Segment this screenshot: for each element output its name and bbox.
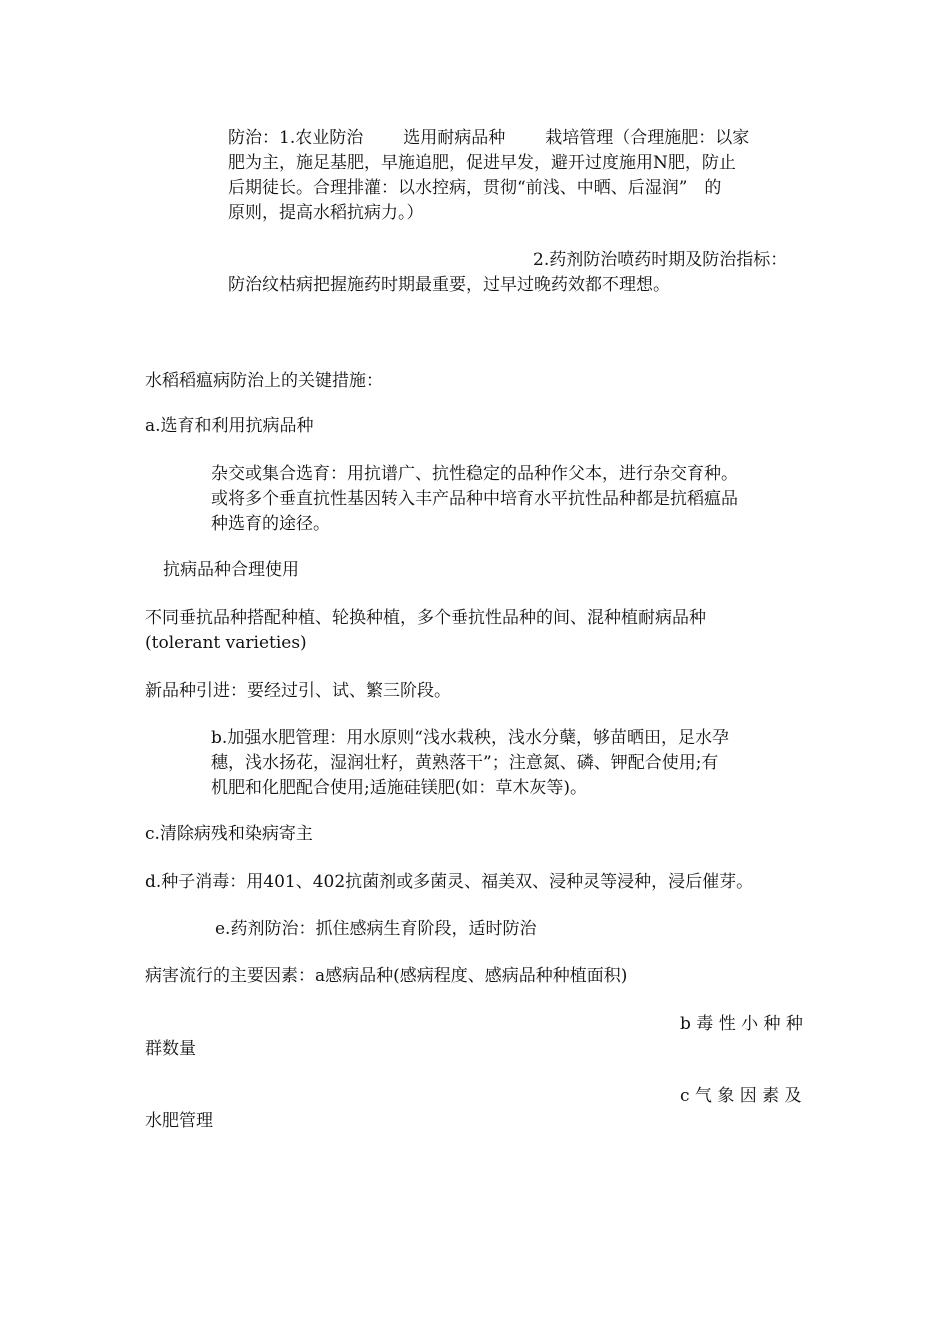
paragraph-water-fertilizer bbox=[211, 726, 729, 801]
text-line: 种选育的途径。 bbox=[211, 514, 330, 534]
text-line: 原则，提高水稻抗病力。） bbox=[228, 203, 424, 223]
text-line: 后期徒长。合理排灌：以水控病，贯彻“前浅、中晒、后湿润” 的 bbox=[228, 178, 722, 198]
paragraph-planting bbox=[145, 606, 706, 656]
item-d: d.种子消毒：用401、402抗菌剂或多菌灵、福美双、浸种灵等浸种，浸后催芽。 bbox=[145, 872, 754, 892]
text-line: 穗，浅水扬花，湿润壮籽，黄熟落干”；注意氮、磷、钾配合使用;有 bbox=[211, 753, 719, 773]
paragraph-chemical-line1: 2.药剂防治喷药时期及防治指标： bbox=[533, 250, 788, 270]
paragraph-epidemic-factors: 病害流行的主要因素：a感病品种(感病程度、感病品种种植面积) bbox=[145, 966, 628, 986]
text-line: 防治：1.农业防治 选用耐病品种 栽培管理（合理施肥：以家 bbox=[228, 128, 750, 148]
text-line: 机肥和化肥配合使用;适施硅镁肥(如：草木灰等)。 bbox=[211, 778, 587, 798]
factor-b-line2: 群数量 bbox=[145, 1039, 196, 1059]
paragraph-variety-use: 抗病品种合理使用 bbox=[163, 560, 299, 580]
factor-b-line1: b 毒 性 小 种 种 bbox=[680, 1014, 803, 1034]
factor-c-line1: c 气 象 因 素 及 bbox=[680, 1086, 802, 1106]
text-line: 杂交或集合选育：用抗谱广、抗性稳定的品种作父本，进行杂交育种。 bbox=[211, 464, 738, 484]
factor-c-line2: 水肥管理 bbox=[145, 1111, 213, 1131]
item-a: a.选育和利用抗病品种 bbox=[145, 416, 314, 436]
paragraph-breeding bbox=[211, 462, 738, 537]
paragraph-chemical-line2: 防治纹枯病把握施药时期最重要，过早过晚药效都不理想。 bbox=[228, 275, 670, 295]
text-line: 肥为主，施足基肥，早施追肥，促进早发，避开过度施用N肥，防止 bbox=[228, 153, 736, 173]
section-heading-blast: 水稻稻瘟病防治上的关键措施： bbox=[145, 371, 383, 391]
text-line: 或将多个垂直抗性基因转入丰产品种中培育水平抗性品种都是抗稻瘟品 bbox=[211, 489, 738, 509]
paragraph-agri-control bbox=[228, 126, 749, 226]
text-line: b.加强水肥管理：用水原则“浅水栽秧，浅水分蘖，够苗晒田，足水孕 bbox=[211, 728, 729, 748]
text-line: 不同垂抗品种搭配种植、轮换种植，多个垂抗性品种的间、混种植耐病品种 bbox=[145, 608, 706, 628]
item-e: e.药剂防治：抓住感病生育阶段，适时防治 bbox=[215, 919, 537, 939]
paragraph-introduction: 新品种引进：要经过引、试、繁三阶段。 bbox=[145, 681, 451, 701]
item-c: c.清除病残和染病寄主 bbox=[145, 824, 313, 844]
text-line: (tolerant varieties) bbox=[145, 633, 307, 653]
